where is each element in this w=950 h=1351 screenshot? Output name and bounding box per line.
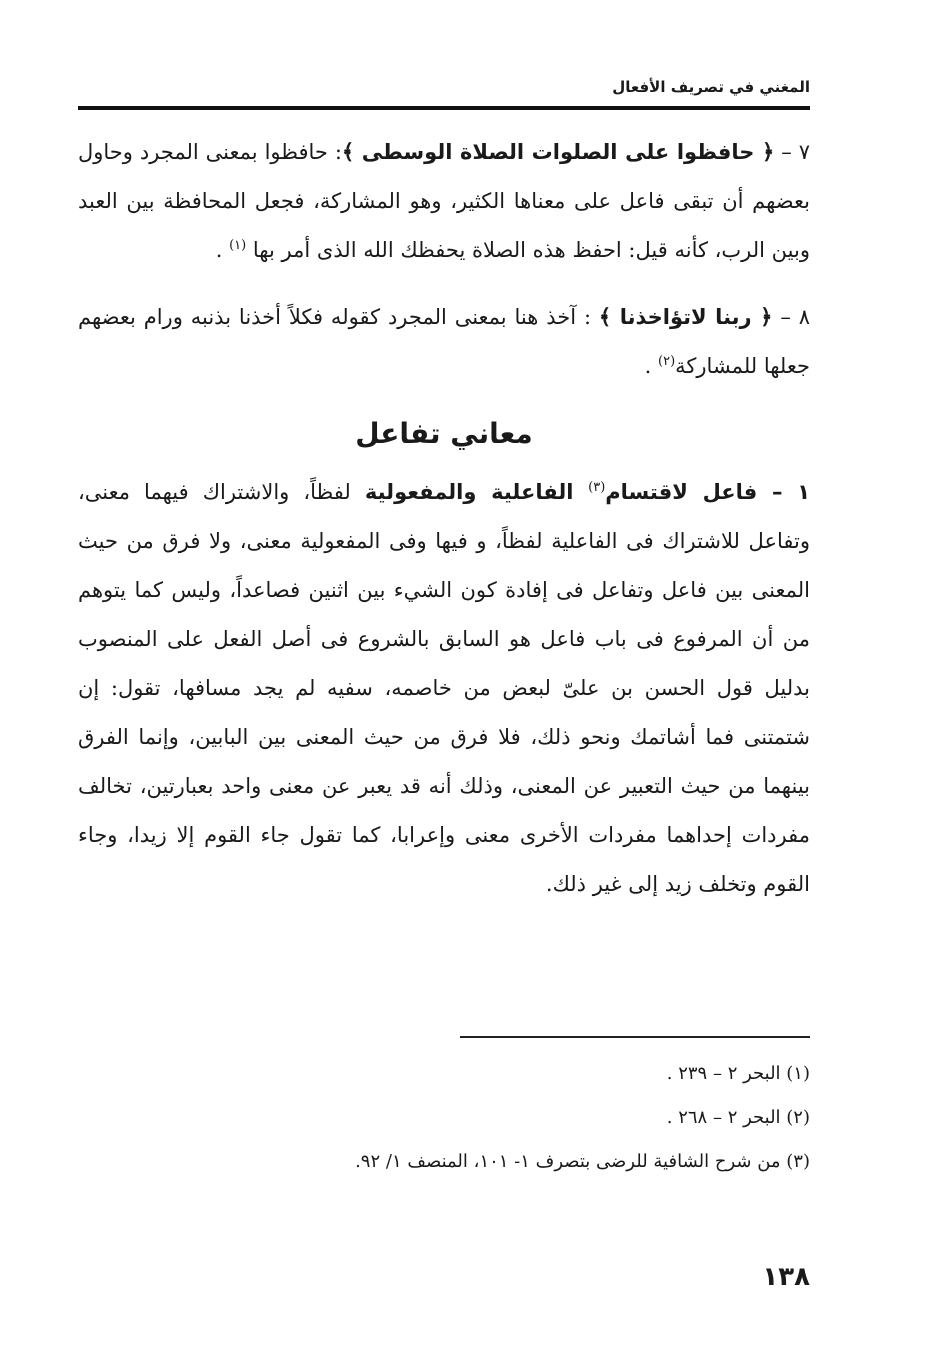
footnotes [78, 1052, 810, 1184]
footnote-ref: (٢) [658, 354, 676, 369]
quran-quote: ﴿ حافظوا على الصلوات الصلاة الوسطى ﴾ [341, 140, 775, 164]
section-paragraph-1 [78, 468, 810, 909]
body-text [78, 128, 810, 927]
footnote-1: (١) البحر ٢ – ٢٣٩ . [666, 1063, 810, 1084]
paragraph-text: : حافظوا بمعنى المجرد وحاول بعضهم أن تبقى فاعل على معناها الكثير، وهو المشاركة، فجعل المحافظة بين العبد وبين الرب، كأنه قيل: احفظ هذه الصلاة يحفظك الله الذى أمر بها [78, 140, 810, 262]
item-number: ٧ – [774, 140, 810, 164]
running-header: المغني في تصريف الأفعال [612, 78, 810, 96]
paragraph-text: لفظاً، والاشتراك فيهما معنى، وتفاعل للاشتراك فى الفاعلية لفظاً، و فيها وفى المفعولية معنى، ولا فرق من حيث المعنى بين فاعل وتفاعل فى إفادة كون الشيء بين اثنين فصاعداً، وليس كما يتوهم من أن المرفوع فى باب فاعل هو السابق بالشروع فى أصل الفعل على المنصوب بدليل قول الحسن بن علىّ لبعض من خاصمه، سفيه لم يجد مسافها، تقول: إن شتمتنى فما أشاتمك ونحو ذلك، فلا فرق من حيث المعنى بين البابين، وإنما الفرق بينهما من حيث التعبير عن المعنى، وذلك أنه قد يعبر عن معنى واحد بعبارتين، تخالف مفردات إحداهما مفردات الأخرى معنى وإعرابا، كما تقول جاء القوم إلا زيدا، وجاء القوم وتخلف زيد إلى غير ذلك. [78, 480, 810, 896]
footnote-3: (٣) من شرح الشافية للرضى بتصرف ١- ١٠١، المنصف ١/ ٩٢. [355, 1151, 810, 1172]
paragraph-text: : آخذ هنا بمعنى المجرد كقوله فكلاً أخذنا بذنبه ورام بعضهم جعلها للمشاركة [78, 305, 810, 378]
paragraph-8: ٨ – ﴿ ربنا لاتؤاخذنا ﴾ : آخذ هنا بمعنى المجرد كقوله فكلاً أخذنا بذنبه ورام بعضهم جعلها للمشاركة$^{(٢)}$ . [78, 305, 811, 378]
footnote-ref: (١) [229, 238, 247, 253]
footnote-ref: (٣) [588, 480, 606, 495]
item-number: ٨ – [772, 305, 811, 329]
page-number: ١٣٨ [762, 1262, 810, 1292]
footnote-2: (٢) البحر ٢ – ٢٦٨ . [666, 1107, 810, 1128]
footnote-rule [460, 1036, 810, 1038]
item-lead: ١ – فاعل لاقتسام [605, 480, 811, 504]
paragraph-7: ٧ – ﴿ حافظوا على الصلوات الصلاة الوسطى ﴾: حافظوا بمعنى المجرد وحاول بعضهم أن تبقى فاعل على معناها الكثير، وهو المشاركة، فجعل المحافظة بين العبد وبين الرب، كأنه قيل: احفظ هذه الصلاة يحفظك الله الذى أمر بها $^{(١)}$ . [78, 140, 810, 262]
header-rule [78, 106, 810, 110]
section-heading: معاني تفاعل [355, 417, 533, 450]
quran-quote: ﴿ ربنا لاتؤاخذنا ﴾ [598, 305, 773, 329]
item-bold-term: الفاعلية والمفعولية [364, 480, 589, 504]
